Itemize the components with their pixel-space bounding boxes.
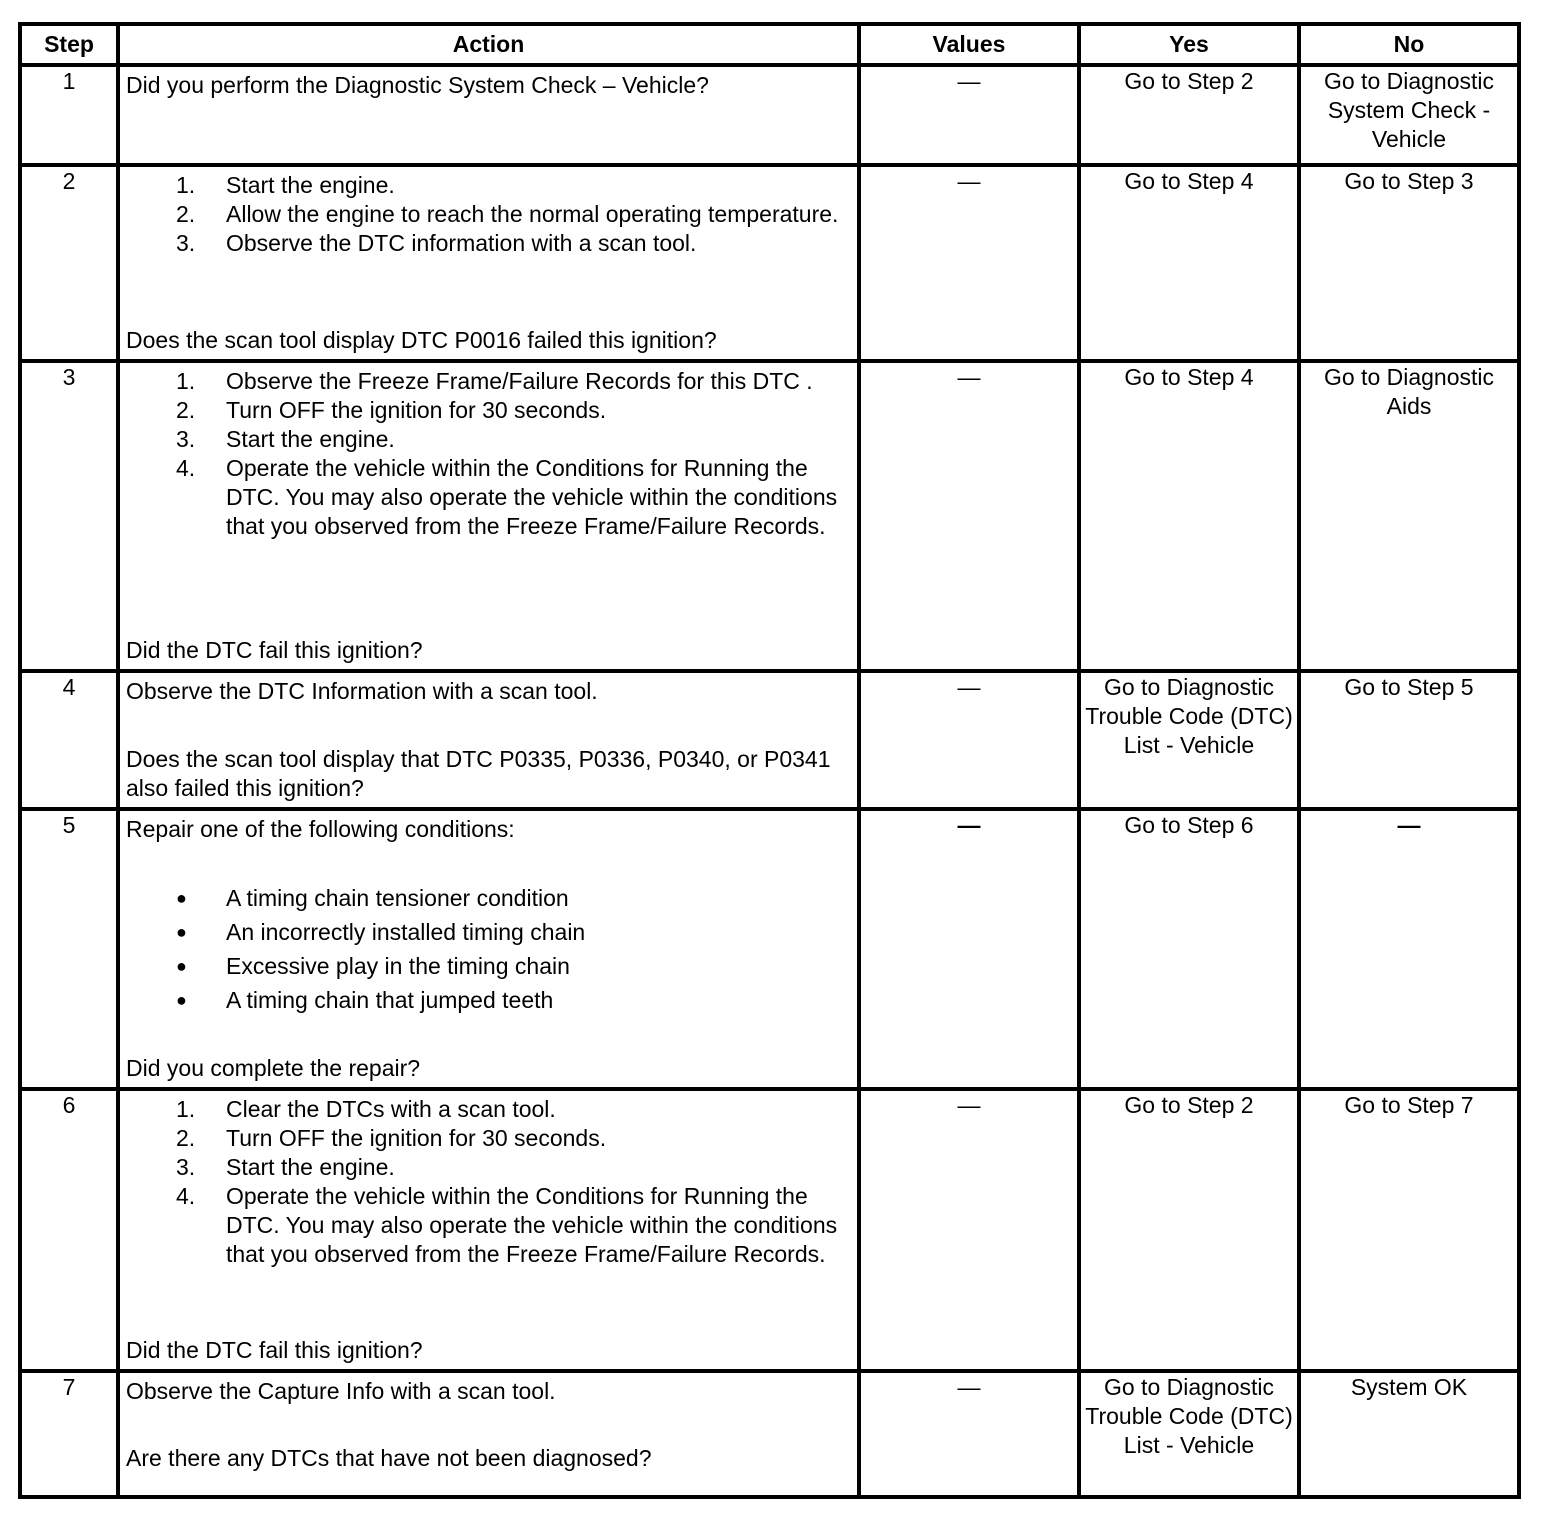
action-steps	[126, 367, 851, 541]
step-number: 5	[20, 809, 118, 1089]
diagnostic-table	[18, 22, 1521, 1499]
yes-cell: Go to Step 2	[1079, 1089, 1299, 1371]
action-question: Did you complete the repair?	[126, 1055, 421, 1081]
values-cell: —	[859, 671, 1079, 809]
no-cell: Go to Diagnostic Aids	[1299, 361, 1519, 671]
yes-cell: Go to Diagnostic Trouble Code (DTC) List - Vehicle	[1079, 1371, 1299, 1497]
condition-list	[126, 881, 851, 1017]
action-text: Repair one of the following conditions:	[126, 816, 515, 842]
action-cell	[118, 165, 859, 361]
step-number: 3	[20, 361, 118, 671]
action-text: Observe the Capture Info with a scan tool.	[126, 1378, 556, 1404]
yes-cell: Go to Diagnostic Trouble Code (DTC) List - Vehicle	[1079, 671, 1299, 809]
list-item: ● A timing chain that jumped teeth	[126, 983, 851, 1017]
action-cell	[118, 1371, 859, 1497]
action-text: Observe the DTC Information with a scan tool.	[126, 678, 598, 704]
action-question: Does the scan tool display DTC P0016 failed this ignition?	[126, 327, 717, 353]
action-question: Did the DTC fail this ignition?	[126, 637, 423, 663]
no-cell: Go to Step 5	[1299, 671, 1519, 809]
list-item: 4. Operate the vehicle within the Conditions for Running the DTC. You may also operate the vehicle within the conditions that you observed from the Freeze Frame/Failure Records.	[176, 1183, 838, 1267]
list-item: 4. Operate the vehicle within the Conditions for Running the DTC. You may also operate the vehicle within the conditions that you observed from the Freeze Frame/Failure Records.	[176, 455, 838, 539]
step-number: 2	[20, 165, 118, 361]
action-cell	[118, 1089, 859, 1371]
step-number: 1	[20, 65, 118, 165]
list-item: ● Excessive play in the timing chain	[126, 949, 851, 983]
table-row	[20, 165, 1519, 361]
yes-cell: Go to Step 6	[1079, 809, 1299, 1089]
action-question: Are there any DTCs that have not been diagnosed?	[126, 1445, 652, 1471]
values-cell: —	[859, 809, 1079, 1089]
list-item: 3. Start the engine.	[176, 426, 395, 452]
action-cell	[118, 65, 859, 165]
action-question: Does the scan tool display that DTC P0335, P0336, P0340, or P0341 also failed this ignition?	[126, 746, 831, 801]
values-cell: —	[859, 1371, 1079, 1497]
list-item: 1. Clear the DTCs with a scan tool.	[176, 1096, 556, 1122]
action-text: Did you perform the Diagnostic System Check – Vehicle?	[126, 72, 709, 98]
action-cell	[118, 361, 859, 671]
step-number: 7	[20, 1371, 118, 1497]
action-steps	[126, 171, 851, 258]
yes-cell: Go to Step 4	[1079, 361, 1299, 671]
list-item: 1. Observe the Freeze Frame/Failure Records for this DTC .	[176, 368, 813, 394]
step-number: 4	[20, 671, 118, 809]
header-step: Step	[20, 24, 118, 65]
values-cell: —	[859, 361, 1079, 671]
table-row	[20, 361, 1519, 671]
bullet-icon: ●	[176, 887, 187, 908]
list-item: 3. Observe the DTC information with a scan tool.	[176, 230, 697, 256]
list-item: 2. Allow the engine to reach the normal operating temperature.	[176, 201, 839, 227]
table-row	[20, 809, 1519, 1089]
header-action: Action	[118, 24, 859, 65]
header-no: No	[1299, 24, 1519, 65]
list-item: 3. Start the engine.	[176, 1154, 395, 1180]
table-row	[20, 671, 1519, 809]
list-item: 2. Turn OFF the ignition for 30 seconds.	[176, 397, 607, 423]
no-cell: Go to Step 7	[1299, 1089, 1519, 1371]
step-number: 6	[20, 1089, 118, 1371]
table-row	[20, 1371, 1519, 1497]
yes-cell: Go to Step 2	[1079, 65, 1299, 165]
table-row	[20, 65, 1519, 165]
values-cell: —	[859, 1089, 1079, 1371]
no-cell: Go to Diagnostic System Check - Vehicle	[1299, 65, 1519, 165]
header-values: Values	[859, 24, 1079, 65]
no-cell: System OK	[1299, 1371, 1519, 1497]
list-item: ● An incorrectly installed timing chain	[126, 915, 851, 949]
yes-cell: Go to Step 4	[1079, 165, 1299, 361]
list-item: ● A timing chain tensioner condition	[126, 881, 851, 915]
bullet-icon: ●	[176, 921, 187, 942]
action-cell	[118, 671, 859, 809]
no-cell: —	[1299, 809, 1519, 1089]
values-cell: —	[859, 165, 1079, 361]
bullet-icon: ●	[176, 989, 187, 1010]
values-cell: —	[859, 65, 1079, 165]
action-question: Did the DTC fail this ignition?	[126, 1337, 423, 1363]
list-item: 2. Turn OFF the ignition for 30 seconds.	[176, 1125, 607, 1151]
header-row	[20, 24, 1519, 65]
bullet-icon: ●	[176, 955, 187, 976]
action-cell	[118, 809, 859, 1089]
no-cell: Go to Step 3	[1299, 165, 1519, 361]
list-item: 1. Start the engine.	[176, 172, 395, 198]
action-steps	[126, 1095, 851, 1269]
header-yes: Yes	[1079, 24, 1299, 65]
table-row	[20, 1089, 1519, 1371]
